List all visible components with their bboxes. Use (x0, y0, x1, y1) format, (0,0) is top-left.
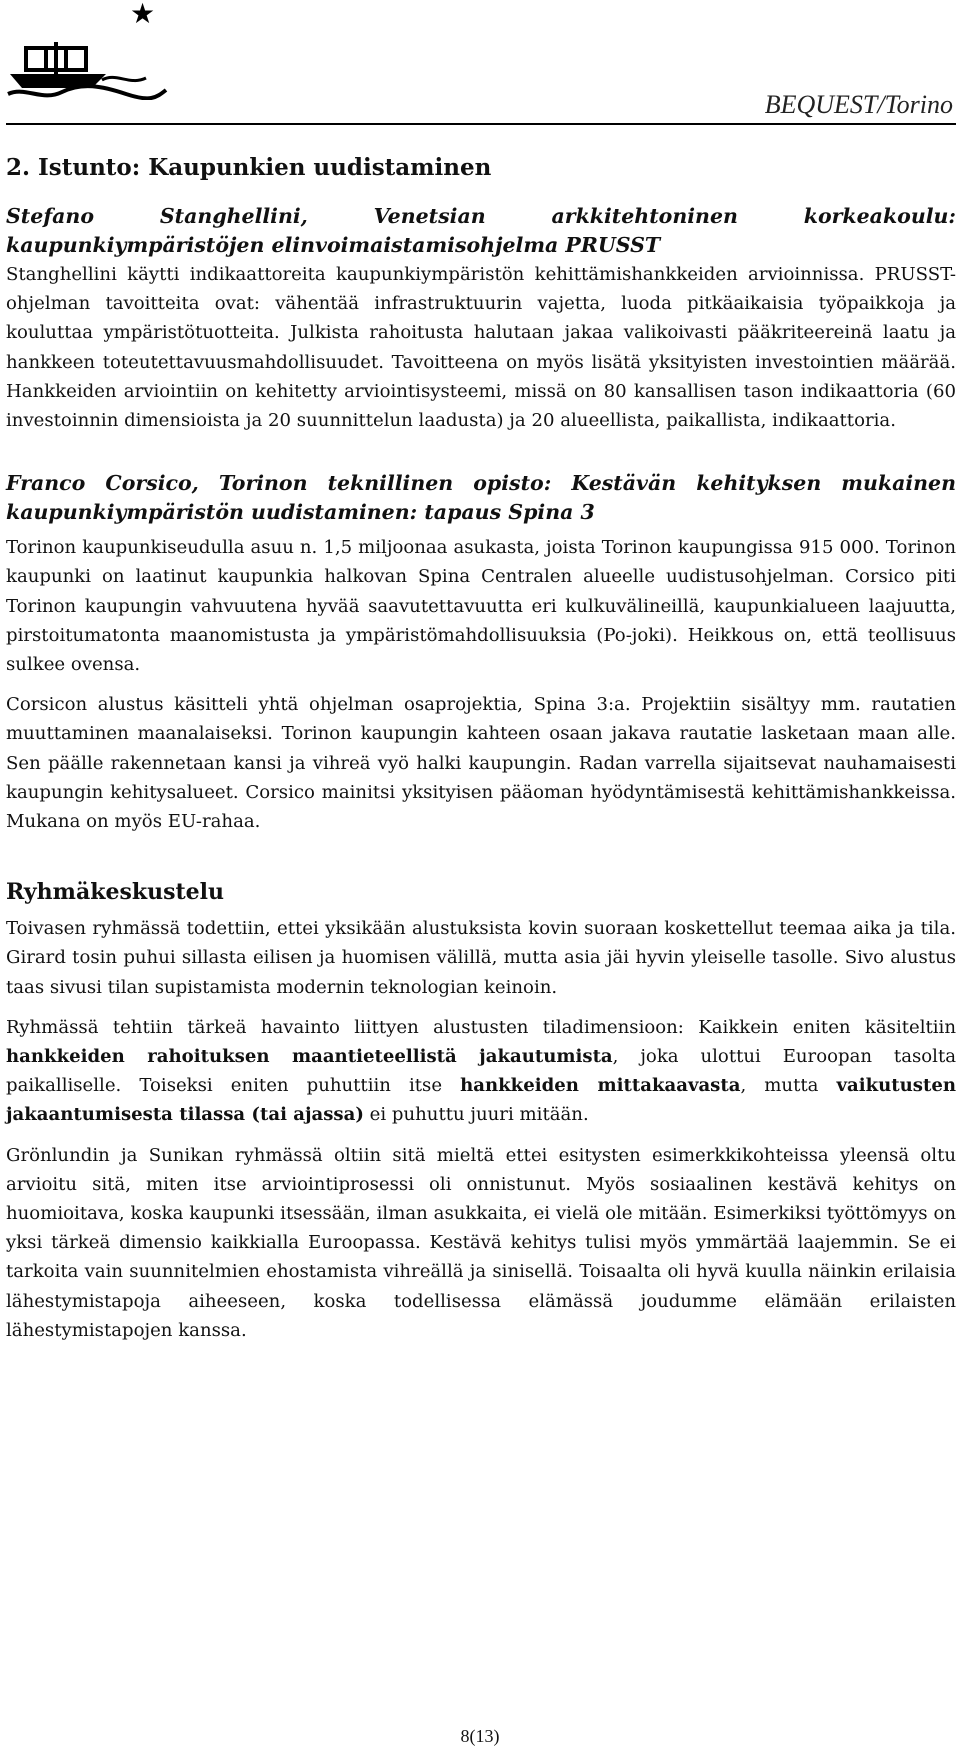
text-span: Ryhmässä tehtiin tärkeä havainto liittyen alustusten tiladimensioon: Kaikkein eniten käsiteltiin (6, 1016, 956, 1038)
talk-body-stanghellini: Stanghellini käytti indikaattoreita kaupunkiympäristön kehittämishankkeiden arvioinnissa. PRUSST-ohjelman tavoitteita ovat: vähentää infrastruktuurin vajetta, luoda pitkäaikaisia työpaikkoja ja kouluttaa ympäristötuotteita. Julkista rahoitusta halutaan jakaa valikoivasti pääkriteereinä laatu ja hankkeen toteutettavuusmahdollisuudet. Tavoitteena on myös lisätä yksityisten investointien määrää. Hankkeiden arviointiin on kehitetty arviointisysteemi, missä on 80 kansallisen tason indikaattoria (60 investoinnin dimensioista ja 20 suunnittelun laadusta) ja 20 alueellista, paikallista, indikaattoria. (6, 264, 956, 432)
ship-logo-icon (6, 40, 168, 100)
section-title: 2. Istunto: Kaupunkien uudistaminen (6, 154, 492, 181)
header-title: BEQUEST/Torino (764, 90, 953, 119)
bold-phrase: vaikutusten jakaantumisesta tilassa (tai ajassa) (6, 1075, 956, 1126)
talk-paragraph-corsico-2: Corsicon alustus käsitteli yhtä ohjelman osaprojektia, Spina 3:a. Projektiin sisältyy mm. rautatien muuttaminen maanalaiseksi. Torinon kaupungin kahteen osaan jakava rautatie lasketaan maan alle. Sen päälle rakennetaan kansi ja vihreä vyö halki kaupungin. Radan varrella sijaitsevat nauhamaisesti kaupungin kehitysalueet. Corsico mainitsi yksityisen pääoman hyödyntämisestä kehittämishankkeissa. Mukana on myös EU-rahaa. (6, 694, 956, 833)
page-number: 8(13) (460, 1726, 500, 1746)
star-icon: ★ (130, 0, 156, 30)
text-span: , joka ulottui Euroopan tasolta paikalliselle. Toiseksi eniten puhuttiin itse (6, 1046, 957, 1097)
document-body (6, 150, 956, 1345)
bold-phrase: hankkeiden mittakaavasta (460, 1075, 741, 1097)
talk-heading-corsico: Franco Corsico, Torinon teknillinen opisto: Kestävän kehityksen mukainen kaupunkiympäristön uudistaminen: tapaus Spina 3 (6, 471, 956, 525)
group-paragraph-3: Grönlundin ja Sunikan ryhmässä oltiin sitä mieltä ettei esitysten esimerkkikohteissa yleensä oltu arvioitu sitä, miten itse arviointiprosessi oli onnistunut. Myös sosiaalinen kestävä kehitys on huomioitava, koska kaupunki itsessään, ilman asukkaita, ei vielä ole mitään. Esimerkiksi työttömyys on yksi tärkeä dimensio kaikkialla Euroopassa. Kestävä kehitys tulisi myös ymmärtää laajemmin. Se ei tarkoita vain suunnitelmien ehostamista vihreällä ja sinisellä. Toisaalta oli hyvä kuulla näinkin erilaisia lähestymistapoja aiheeseen, koska todellisessa elämässä joudumme elämään erilaisten lähestymistapojen kanssa. (6, 1144, 956, 1341)
group-paragraph-2 (6, 1013, 956, 1130)
group-discussion-title: Ryhmäkeskustelu (6, 879, 224, 906)
bold-phrase: hankkeiden rahoituksen maantieteellistä jakautumista (6, 1046, 613, 1068)
text-span: , mutta (740, 1075, 837, 1097)
talk-paragraph-corsico-1: Torinon kaupunkiseudulla asuu n. 1,5 miljoonaa asukasta, joista Torinon kaupungissa 915 000. Torinon kaupunki on laatinut kaupunkia halkovan Spina Centralen alueelle uudistusohjelman. Corsico piti Torinon kaupungin vahvuutena hyvää saavutettavuutta eri kulkuvälineillä, kaupunkialueen laajuutta, pirstoitumatonta maanomistusta ja ympäristömahdollisuuksia (Po-joki). Heikkous on, että teollisuus sulkee ovensa. (6, 537, 956, 676)
header-divider (6, 123, 956, 125)
group-paragraph-1: Toivasen ryhmässä todettiin, ettei yksikään alustuksista kovin suoraan koskettellut teemaa aika ja tila. Girard tosin puhui sillasta eilisen ja huomisen välillä, mutta asia jäi hyvin yleiselle tasolle. Sivo alustus taas sivusi tilan supistamista modernin teknologian keinoin. (6, 918, 956, 998)
talk-heading-stanghellini: Stefano Stanghellini, Venetsian arkkitehtoninen korkeakoulu: kaupunkiympäristöjen elinvoimaistamisohjelma PRUSST (6, 204, 956, 257)
text-span: ei puhuttu juuri mitään. (363, 1104, 589, 1126)
